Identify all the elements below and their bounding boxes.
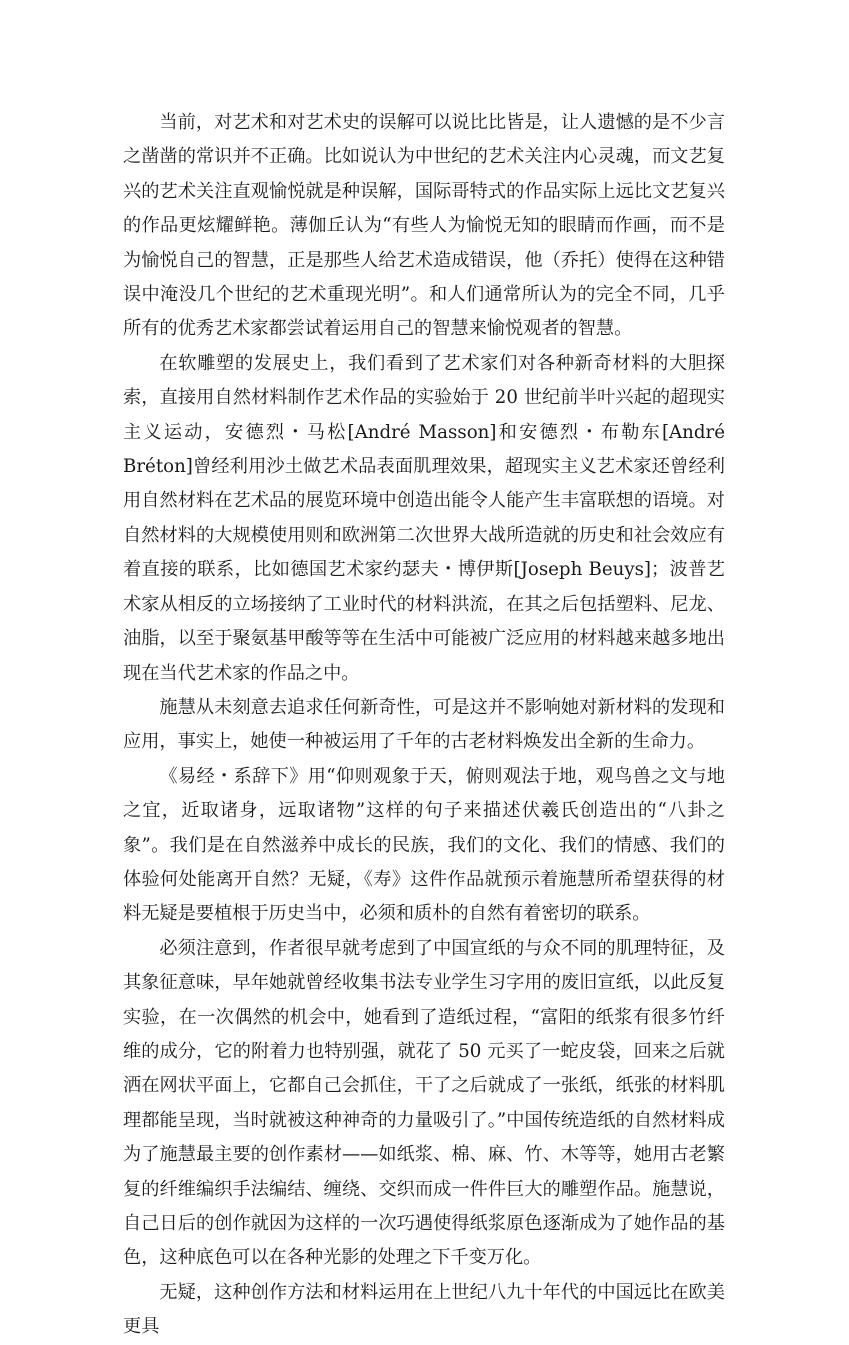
paragraph-yijing: 《易经・系辞下》用“仰则观象于天，俯则观法于地，观鸟兽之文与地之宜，近取诸身，远取诸物”这样的句子来描述伏羲氏创造出的“八卦之象”。我们是在自然滋养中成长的民族，我们的文化、我们的情感、我们的体验何处能离开自然？无疑，《寿》这件作品就预示着施慧所希望获得的材料无疑是要植根于历史当中，必须和质朴的自然有着密切的联系。 xyxy=(123,765,725,925)
paragraph-xuan-paper: 必须注意到，作者很早就考虑到了中国宣纸的与众不同的肌理特征，及其象征意味，早年她就曾经收集书法专业学生习字用的废旧宣纸，以此反复实验，在一次偶然的机会中，她看到了造纸过程，“富阳的纸浆有很多竹纤维的成分，它的附着力也特别强，就花了 50 元买了一蛇皮袋，回来之后就洒在网状平面上，它都自己会抓住，干了之后就成了一张纸，纸张的材料肌理都能呈现，当时就被这种神奇的力量吸引了。”中国传统造纸的自然材料成为了施慧最主要的创作素材——如纸浆、棉、麻、竹、木等等，她用古老繁复的纤维编织手法编结、缠绕、交织而成一件件巨大的雕塑作品。施慧说，自己日后的创作就因为这样的一次巧遇使得纸浆原色逐渐成为了她作品的基色，这种底色可以在各种光影的处理之下千变万化。 xyxy=(123,937,725,1269)
paragraph-misconceptions: 当前，对艺术和对艺术史的误解可以说比比皆是，让人遗憾的是不少言之凿凿的常识并不正确。比如说认为中世纪的艺术关注内心灵魂，而文艺复兴的艺术关注直观愉悦就是种误解，国际哥特式的作品实际上远比文艺复兴的作品更炫耀鲜艳。薄伽丘认为“有些人为愉悦无知的眼睛而作画，而不是为愉悦自己的智慧，正是那些人给艺术造成错误，他（乔托）使得在这种错误中淹没几个世纪的艺术重现光明”。和人们通常所认为的完全不同，几乎所有的优秀艺术家都尝试着运用自己的智慧来愉悦观者的智慧。 xyxy=(123,112,725,340)
paragraph-shi-hui-materials: 施慧从未刻意去追求任何新奇性，可是这并不影响她对新材料的发现和应用，事实上，她使一种被运用了千年的古老材料焕发出全新的生命力。 xyxy=(123,696,725,753)
document-page xyxy=(123,106,725,1345)
paragraph-soft-sculpture-history: 在软雕塑的发展史上，我们看到了艺术家们对各种新奇材料的大胆探索，直接用自然材料制作艺术作品的实验始于 20 世纪前半叶兴起的超现实主义运动，安德烈・马松[André Masson]和安德烈・布勒东[André Bréton]曾经利用沙土做艺术品表面肌理效果，超现实主义艺术家还曾经利用自然材料在艺术品的展览环境中创造出能令人能产生丰富联想的语境。对自然材料的大规模使用则和欧洲第二次世界大战所造就的历史和社会效应有着直接的联系，比如德国艺术家约瑟夫・博伊斯[Joseph Beuys]；波普艺术家从相反的立场接纳了工业时代的材料洪流，在其之后包括塑料、尼龙、油脂，以至于聚氨基甲酸等等在生活中可能被广泛应用的材料越来越多地出现在当代艺术家的作品之中。 xyxy=(123,352,725,684)
paragraph-conclusion: 无疑，这种创作方法和材料运用在上世纪八九十年代的中国远比在欧美更具 xyxy=(123,1281,725,1338)
